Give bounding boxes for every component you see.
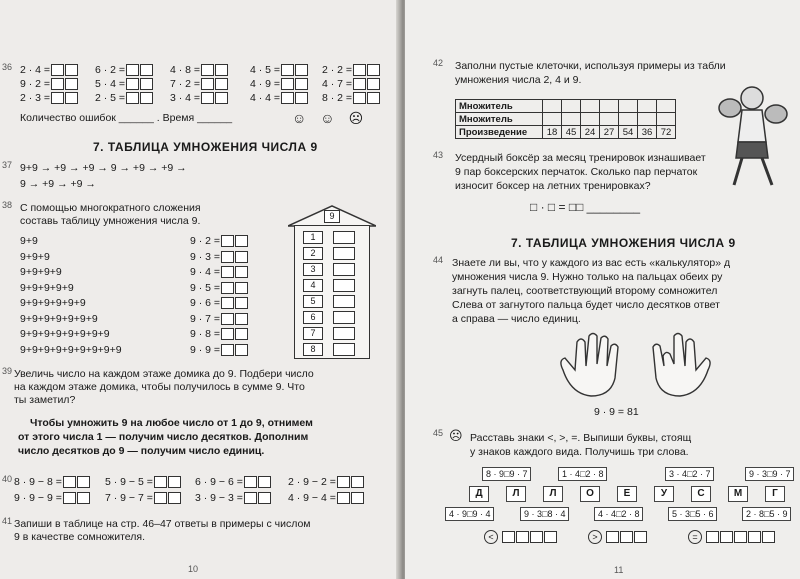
equation: 2 · 9 − 2 = [288, 476, 364, 488]
exercise-number: 39 [2, 366, 13, 376]
answer-less[interactable]: < [484, 530, 557, 544]
answer-equal[interactable]: = [688, 530, 775, 544]
exercise-number: 42 [433, 58, 444, 68]
instruction-text: загнуть палец, соответствующий второму сомножител [452, 285, 718, 297]
letter-tile: Е [617, 486, 637, 502]
house-floor: 8 [303, 343, 361, 355]
house-floor: 4 [303, 279, 361, 291]
exercise-number: 40 [2, 474, 13, 484]
instruction-text: а справа — число единиц. [452, 313, 581, 325]
multiplication-table [455, 99, 676, 139]
answer-window[interactable] [333, 263, 355, 276]
equation: 8 · 9 − 8 = [14, 476, 90, 488]
comparison-card[interactable]: 5 · 3□5 · 6 [668, 507, 717, 521]
exercise-number: 38 [2, 200, 13, 210]
instruction-text: Знаете ли вы, что у каждого из вас есть «калькулятор» д [452, 257, 731, 269]
equation: 6 · 9 − 6 = [195, 476, 271, 488]
exercise-number: 43 [433, 150, 444, 160]
products-column: 9 · 2 = 9 · 3 = 9 · 4 = 9 · 5 = 9 · 6 = 9 · 7 = 9 · 8 = 9 · 9 = [190, 234, 248, 358]
equation: 4 · 9 − 4 = [288, 492, 364, 504]
letter-tile: М [728, 486, 748, 502]
rule-line: от этого числа 1 — получим число десятков. Дополним [18, 431, 309, 443]
answer-greater[interactable]: > [588, 530, 647, 544]
instruction-text: умножения числа 2, 4 и 9. [455, 74, 582, 86]
exercise-column: 4 · 5 = 4 · 9 = 4 · 4 = [250, 63, 308, 105]
house-floor: 5 [303, 295, 361, 307]
comparison-card[interactable]: 1 · 4□2 · 8 [558, 467, 607, 481]
instruction-text: Увеличь число на каждом этаже домика до 9. Подбери число [14, 368, 314, 380]
house-floor: 3 [303, 263, 361, 275]
errors-line: Количество ошибок ______ . Время ______ [20, 112, 233, 124]
instruction-text: износит боксер на летних тренировках? [455, 180, 651, 192]
comparison-card[interactable]: 2 · 8□5 · 9 [742, 507, 791, 521]
comparison-card[interactable]: 4 · 9□9 · 4 [445, 507, 494, 521]
chain-row-1: 9+9 → +9 → +9 → 9 → +9 → +9 → [20, 162, 187, 174]
comparison-card[interactable]: 9 · 3□9 · 7 [745, 467, 794, 481]
section-title: 7. ТАБЛИЦА УМНОЖЕНИЯ ЧИСЛА 9 [93, 140, 318, 154]
chain-row-2: 9 → +9 → +9 → [20, 178, 96, 190]
answer-window[interactable] [333, 343, 355, 356]
comparison-card[interactable]: 4 · 4□2 · 8 [594, 507, 643, 521]
answer-window[interactable] [333, 279, 355, 292]
house-floor: 2 [303, 247, 361, 259]
letter-tile: Д [469, 486, 489, 502]
equation: 9 · 9 − 9 = [14, 492, 90, 504]
rule-line: Чтобы умножить 9 на любое число от 1 до 9, отнимем [30, 417, 313, 429]
smiley-icons: ☺☺☹ [292, 110, 378, 126]
comparison-card[interactable]: 3 · 4□2 · 7 [665, 467, 714, 481]
answer-formula[interactable]: □ · □ = □□ ________ [530, 200, 641, 214]
answer-window[interactable] [333, 327, 355, 340]
exercise-column: 2 · 4 = 9 · 2 = 2 · 3 = [20, 63, 78, 105]
instruction-text: Слева от загнутого пальца будет число десятков ответ [452, 299, 720, 311]
hands-illustration [553, 330, 718, 400]
example-equation: 9 · 9 = 81 [594, 406, 639, 418]
answer-window[interactable] [333, 311, 355, 324]
number-house [288, 205, 376, 357]
table-row: Множитель [456, 113, 676, 126]
answer-window[interactable] [333, 247, 355, 260]
equation: 3 · 9 − 3 = [195, 492, 271, 504]
instruction-text: Расставь знаки <, >, =. Выпиши буквы, стоящ [470, 432, 692, 444]
table-row: Произведение 18 45 24 27 54 36 72 [456, 126, 676, 139]
instruction-text: Усердный боксёр за месяц тренировок изнашивает [455, 152, 706, 164]
instruction-text: ты заметил? [14, 394, 76, 406]
exercise-column: 2 · 2 = 4 · 7 = 8 · 2 = [322, 63, 380, 105]
answer-window[interactable] [333, 231, 355, 244]
instruction-text: С помощью многократного сложения [20, 202, 201, 214]
rule-line: число десятков до 9 — получим число единиц. [18, 445, 265, 457]
comparison-card[interactable]: 9 · 3□8 · 4 [520, 507, 569, 521]
instruction-text: 9 в качестве сомножителя. [14, 531, 146, 543]
house-body [294, 225, 370, 359]
letter-tile: Л [506, 486, 526, 502]
exercise-number: 44 [433, 255, 444, 265]
exercise-number: 36 [2, 62, 13, 72]
instruction-text: составь таблицу умножения числа 9. [20, 215, 201, 227]
instruction-text: Запиши в таблице на стр. 46–47 ответы в примеры с числом [14, 518, 311, 530]
page-number: 11 [614, 565, 624, 575]
exercise-number: 45 [433, 428, 444, 438]
equation: 7 · 9 − 7 = [105, 492, 181, 504]
letter-tile: С [691, 486, 711, 502]
boxer-illustration [712, 80, 792, 190]
table-row: Множитель [456, 100, 676, 113]
comparison-card[interactable]: 8 · 9□9 · 7 [482, 467, 531, 481]
letter-tile: О [580, 486, 600, 502]
instruction-text: на каждом этаже домика, чтобы получилось в сумме 9. Что [14, 381, 305, 393]
exercise-column: 6 · 2 = 5 · 4 = 2 · 5 = [95, 63, 153, 105]
instruction-text: 9 пар боксерских перчаток. Сколько пар перчаток [455, 166, 698, 178]
exercise-number: 37 [2, 160, 13, 170]
instruction-text: Заполни пустые клеточки, используя примеры из табли [455, 60, 726, 72]
exercise-number: 41 [2, 516, 13, 526]
letter-tile: Г [765, 486, 785, 502]
smiley-icon: ☹ [449, 428, 463, 443]
house-floor: 1 [303, 231, 361, 243]
answer-window[interactable] [333, 295, 355, 308]
letter-tile: У [654, 486, 674, 502]
house-floor: 7 [303, 327, 361, 339]
house-floor: 6 [303, 311, 361, 323]
instruction-text: умножения числа 9. Нужно только на пальцах обеих ру [452, 271, 723, 283]
equation: 5 · 9 − 5 = [105, 476, 181, 488]
letter-tile: Л [543, 486, 563, 502]
sums-column: 9+9 9+9+9 9+9+9+9 9+9+9+9+9 9+9+9+9+9+9 9+9+9+9+9+9+9 9+9+9+9+9+9+9+9 9+9+9+9+9+9+9+9+9 [20, 235, 122, 356]
page-number: 10 [188, 564, 199, 574]
roof-number: 9 [324, 210, 340, 223]
instruction-text: у знаков каждого вида. Получишь три слова. [470, 446, 689, 458]
section-title: 7. ТАБЛИЦА УМНОЖЕНИЯ ЧИСЛА 9 [511, 236, 736, 250]
exercise-column: 4 · 8 = 7 · 2 = 3 · 4 = [170, 63, 228, 105]
